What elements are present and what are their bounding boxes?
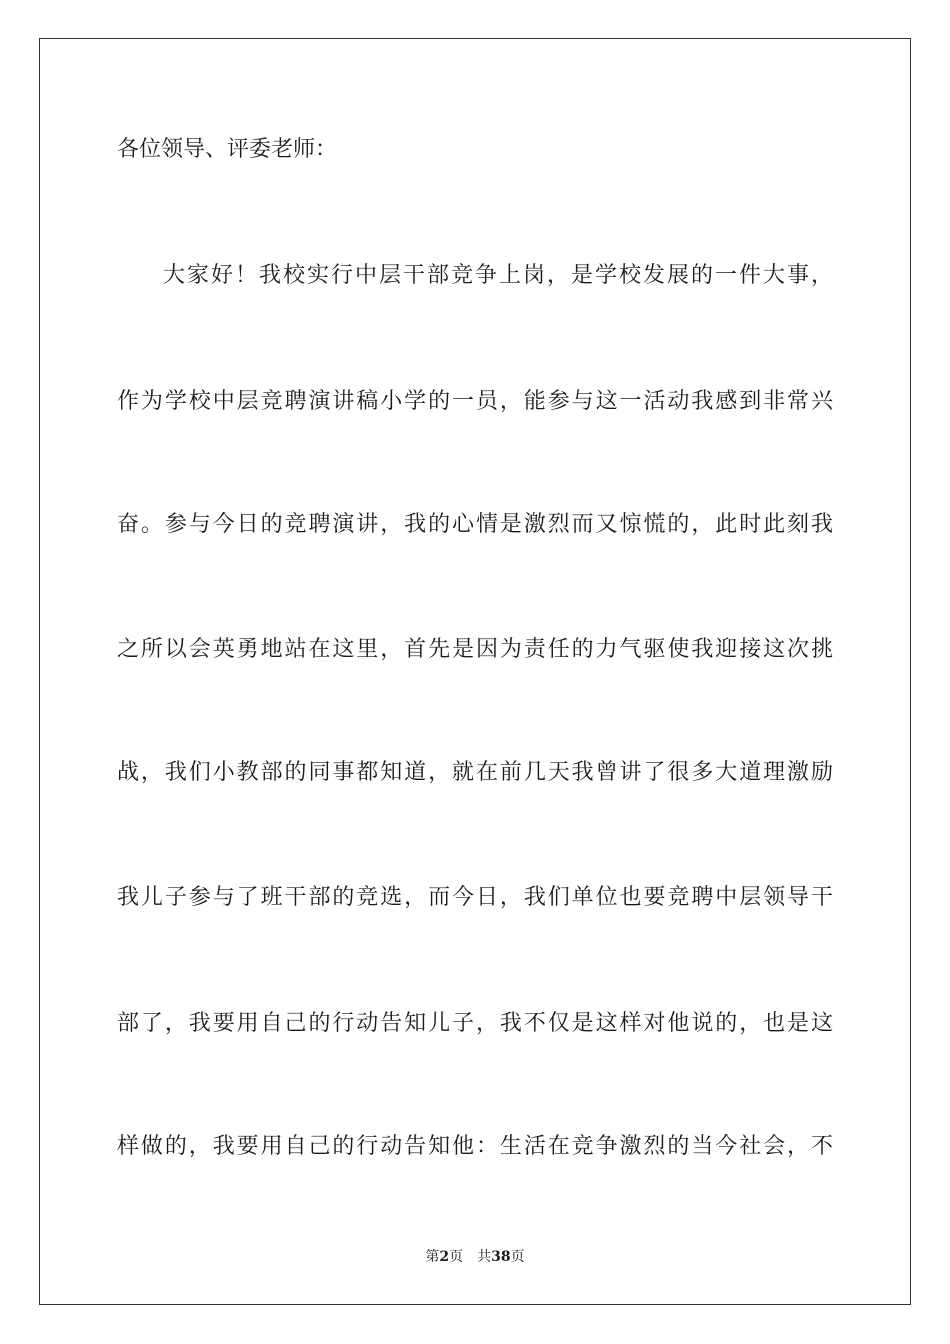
paragraph-line-7: 部了，我要用自己的行动告知儿子，我不仅是这样对他说的，也是这 [117, 1011, 833, 1036]
footer-total-prefix: 共 [477, 1249, 492, 1265]
footer-page-number: 2 [439, 1249, 450, 1265]
paragraph-line-8: 样做的，我要用自己的行动告知他：生活在竞争激烈的当今社会，不 [117, 1134, 833, 1159]
footer-total-suffix: 页 [510, 1249, 525, 1265]
paragraph-line-5: 战，我们小教部的同事都知道，就在前几天我曾讲了很多大道理激励 [117, 760, 833, 785]
footer-page-suffix: 页 [449, 1249, 464, 1265]
paragraph-line-1: 大家好！我校实行中层干部竞争上岗，是学校发展的一件大事， [163, 263, 833, 288]
salutation-line: 各位领导、评委老师： [117, 137, 338, 162]
page-border [39, 38, 911, 1305]
paragraph-line-6: 我儿子参与了班干部的竞选，而今日，我们单位也要竞聘中层领导干 [117, 885, 833, 910]
paragraph-line-2: 作为学校中层竞聘演讲稿小学的一员，能参与这一活动我感到非常兴 [117, 389, 833, 414]
paragraph-line-4: 之所以会英勇地站在这里，首先是因为责任的力气驱使我迎接这次挑 [117, 637, 833, 662]
paragraph-line-3: 奋。参与今日的竞聘演讲，我的心情是激烈而又惊慌的，此时此刻我 [117, 512, 833, 537]
footer-page-prefix: 第 [425, 1249, 440, 1265]
footer-total-pages: 38 [491, 1249, 511, 1265]
page-footer [0, 1248, 950, 1266]
